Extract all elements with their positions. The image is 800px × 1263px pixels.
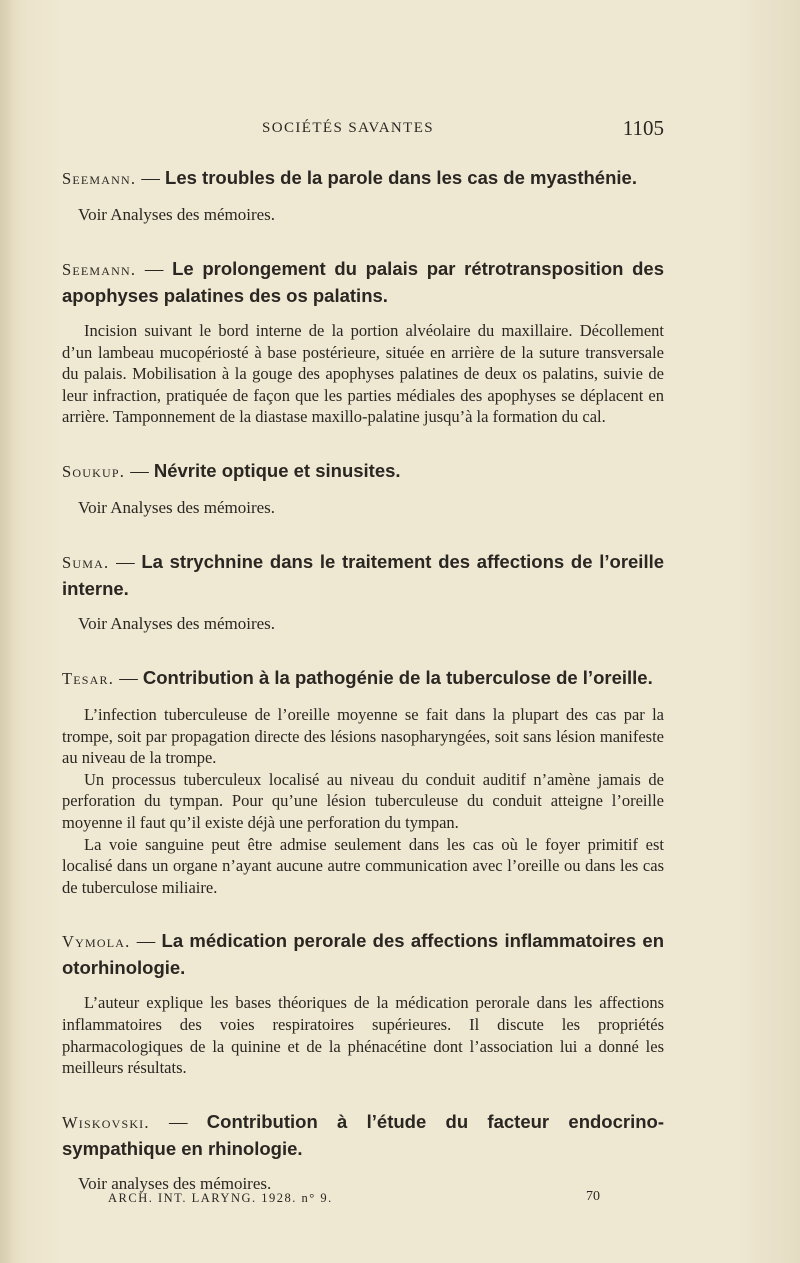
entry-vymola xyxy=(62,928,664,1078)
page-content xyxy=(62,165,664,1195)
author-name: Vymola. xyxy=(62,932,131,952)
entry-wiskovski xyxy=(62,1109,664,1195)
page-header xyxy=(62,118,664,140)
analysis-reference: Voir Analyses des mémoires. xyxy=(78,205,276,224)
title-dash: — xyxy=(169,1112,188,1133)
entry-heading xyxy=(62,1109,664,1161)
entry-heading xyxy=(62,256,664,308)
entry-body xyxy=(62,992,664,1078)
entry-title: Les troubles de la parole dans les cas de myasthénie. xyxy=(165,167,637,188)
title-dash: — xyxy=(119,668,138,689)
entry-heading xyxy=(62,165,664,192)
author-name: Wiskovski. xyxy=(62,1112,150,1132)
page-number: 1105 xyxy=(622,116,664,140)
author-name: Seemann. xyxy=(62,169,137,188)
entry-heading xyxy=(62,458,664,485)
entry-heading xyxy=(62,665,664,692)
title-dash: — xyxy=(136,932,156,953)
entry-title: Contribution à la pathogénie de la tuberculose de l’oreille. xyxy=(142,666,653,688)
entry-title: La médication perorale des affections inflammatoires en otorhinologie. xyxy=(62,930,664,979)
entry-heading xyxy=(62,928,664,980)
author-name: Seemann. xyxy=(62,260,137,279)
signature-mark: 70 xyxy=(586,1189,600,1204)
entry-body xyxy=(62,320,664,428)
entry-seemann-palais xyxy=(62,256,664,428)
body-paragraph: Incision suivant le bord interne de la portion alvéolaire du maxillaire. Décollement d’un lambeau mucopériosté à base postérieure, située en arrière de la suture transversale du palais. Mobilisation à la gouge des apophyses palatines de deux os palatins, suivie de leur infraction, pratiquée de façon que les parties médiales des apophyses se déplacent en arrière. Tamponnement de la diastase maxillo-palatine jusqu’à la formation du cal. xyxy=(62,321,664,427)
entry-title: Névrite optique et sinusites. xyxy=(153,459,401,481)
entry-suma xyxy=(62,549,664,635)
author-name: Tesar. xyxy=(62,668,115,688)
title-dash: — xyxy=(144,260,164,280)
analysis-reference: Voir analyses des mémoires. xyxy=(78,1173,272,1193)
body-paragraph: L’auteur explique les bases théoriques de la médication perorale dans les affections inflammatoires des voies respiratoires supérieures. Il discute les propriétés pharmacologiques de la quinine et de la phénacétine dont l’association lui a donné les meilleurs résultats. xyxy=(62,993,664,1078)
journal-citation: ARCH. INT. LARYNG. 1928. n° 9. xyxy=(108,1191,333,1205)
running-title: SOCIÉTÉS SAVANTES xyxy=(262,120,435,136)
title-dash: — xyxy=(141,169,160,189)
entry-title: La strychnine dans le traitement des affections de l’oreille interne. xyxy=(62,550,665,599)
body-paragraph: L’infection tuberculeuse de l’oreille moyenne se fait dans la plupart des cas par la trompe, soit par propagation directe des lésions nasopharyngées, soit sans lésion manifeste au niveau de la trompe. xyxy=(62,704,664,768)
author-name: Suma. xyxy=(62,552,110,572)
entry-seemann-myasthenie xyxy=(62,165,664,226)
entry-heading xyxy=(62,549,664,601)
body-paragraph: La voie sanguine peut être admise seulement dans les cas où le foyer primitif est localisé dans un organe n’ayant aucune autre communication avec l’oreille ou dans les cas de tuberculose miliaire. xyxy=(62,834,664,897)
title-dash: — xyxy=(130,461,149,482)
title-dash: — xyxy=(116,552,135,573)
entry-title: Le prolongement du palais par rétrotransposition des apophyses palatines des os palatins. xyxy=(62,258,665,306)
page-footer xyxy=(108,1191,600,1211)
analysis-reference: Voir Analyses des mémoires. xyxy=(78,613,276,633)
entry-tesar xyxy=(62,665,664,898)
entry-soukup xyxy=(62,458,664,519)
entry-body xyxy=(62,704,664,898)
body-paragraph: Un processus tuberculeux localisé au niveau du conduit auditif n’amène jamais de perforation du tympan. Pour qu’une lésion tuberculeuse du conduit atteigne l’oreille moyenne il faut qu’il existe déjà une perforation du tympan. xyxy=(62,769,664,832)
author-name: Soukup. xyxy=(62,461,126,481)
entry-title: Contribution à l’étude du facteur endocrino-sympathique en rhinologie. xyxy=(62,1110,664,1159)
analysis-reference: Voir Analyses des mémoires. xyxy=(78,497,276,517)
